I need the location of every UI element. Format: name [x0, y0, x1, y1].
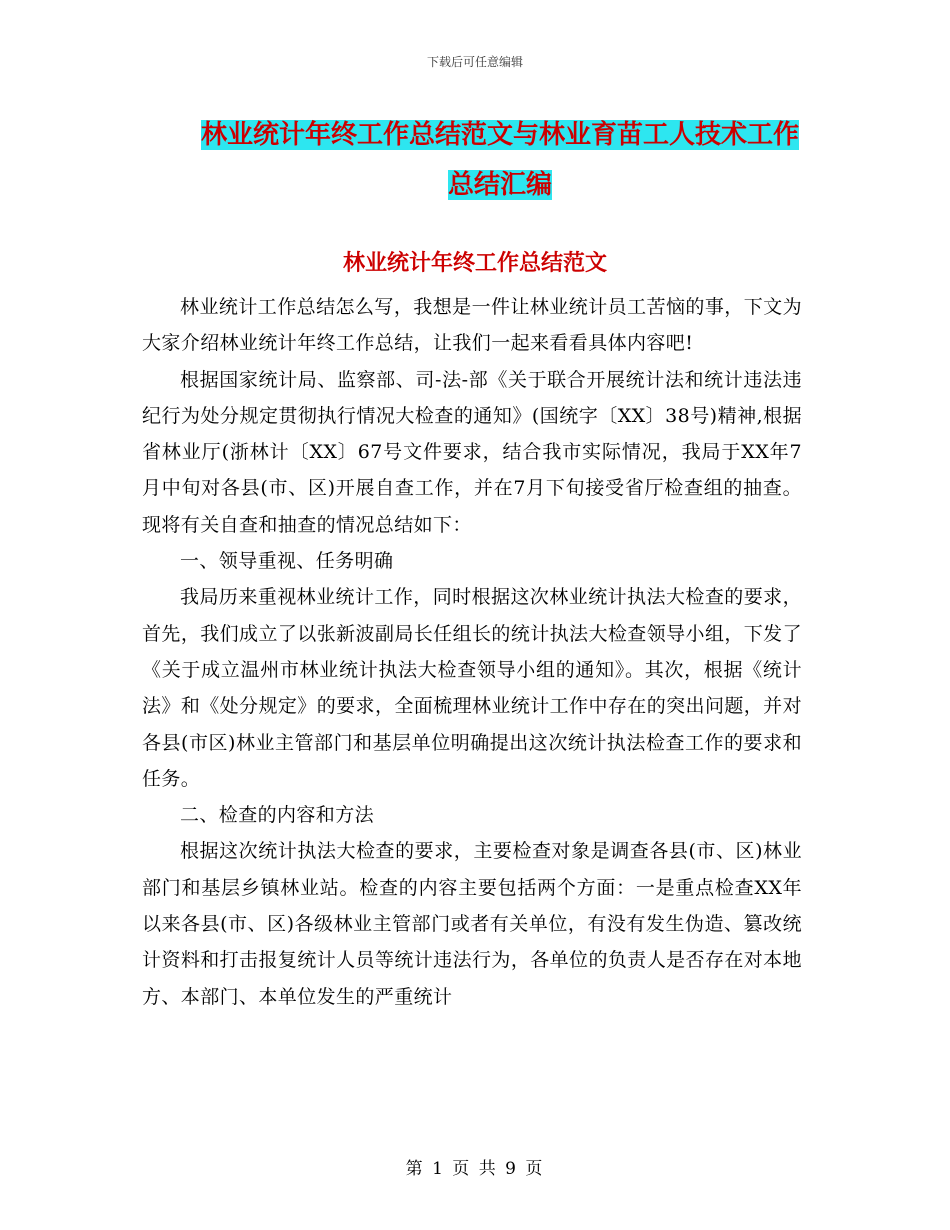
document-title-line-2: 总结汇编 [447, 170, 552, 200]
paragraph-background: 根据国家统计局、监察部、司-法-部《关于联合开展统计法和统计违法违纪行为处分规定贯彻执行情况大检查的通知》(国统字〔XX〕38号)精神,根据省林业厅(浙林计〔XX〕67号文件要求，结合我市实际情况，我局于XX年7月中旬对各县(市、区)开展自查工作，并在7月下旬接受省厅检查组的抽查。现将有关自查和抽查的情况总结如下： [142, 368, 802, 536]
header-note: 下载后可任意编辑 [426, 55, 523, 69]
document-title-line-1: 林业统计年终工作总结范文与林业育苗工人技术工作 [200, 120, 799, 150]
page-number-footer: 第 1 页 共 9 页 [405, 1159, 545, 1179]
heading-inspection-method: 二、检查的内容和方法 [180, 804, 375, 827]
heading-leadership: 一、领导重视、任务明确 [180, 550, 394, 573]
paragraph-intro: 林业统计工作总结怎么写，我想是一件让林业统计员工苦恼的事，下文为大家介绍林业统计年终工作总结，让我们一起来看看具体内容吧! [142, 296, 802, 355]
document-title [150, 110, 850, 210]
paragraph-inspection-method: 根据这次统计执法大检查的要求，主要检查对象是调查各县(市、区)林业部门和基层乡镇林业站。检查的内容主要包括两个方面：一是重点检查XX年以来各县(市、区)各级林业主管部门或者有关单位，有没有发生伪造、篡改统计资料和打击报复统计人员等统计违法行为，各单位的负责人是否存在对本地方、本部门、本单位发生的严重统计 [142, 840, 802, 1008]
section-title: 林业统计年终工作总结范文 [342, 250, 607, 276]
body-text [142, 289, 802, 1015]
paragraph-leadership: 我局历来重视林业统计工作，同时根据这次林业统计执法大检查的要求，首先，我们成立了以张新波副局长任组长的统计执法大检查领导小组，下发了《关于成立温州市林业统计执法大检查领导小组的通知》。其次，根据《统计法》和《处分规定》的要求，全面梳理林业统计工作中存在的突出问题，并对各县(市区)林业主管部门和基层单位明确提出这次统计执法检查工作的要求和任务。 [142, 586, 802, 790]
